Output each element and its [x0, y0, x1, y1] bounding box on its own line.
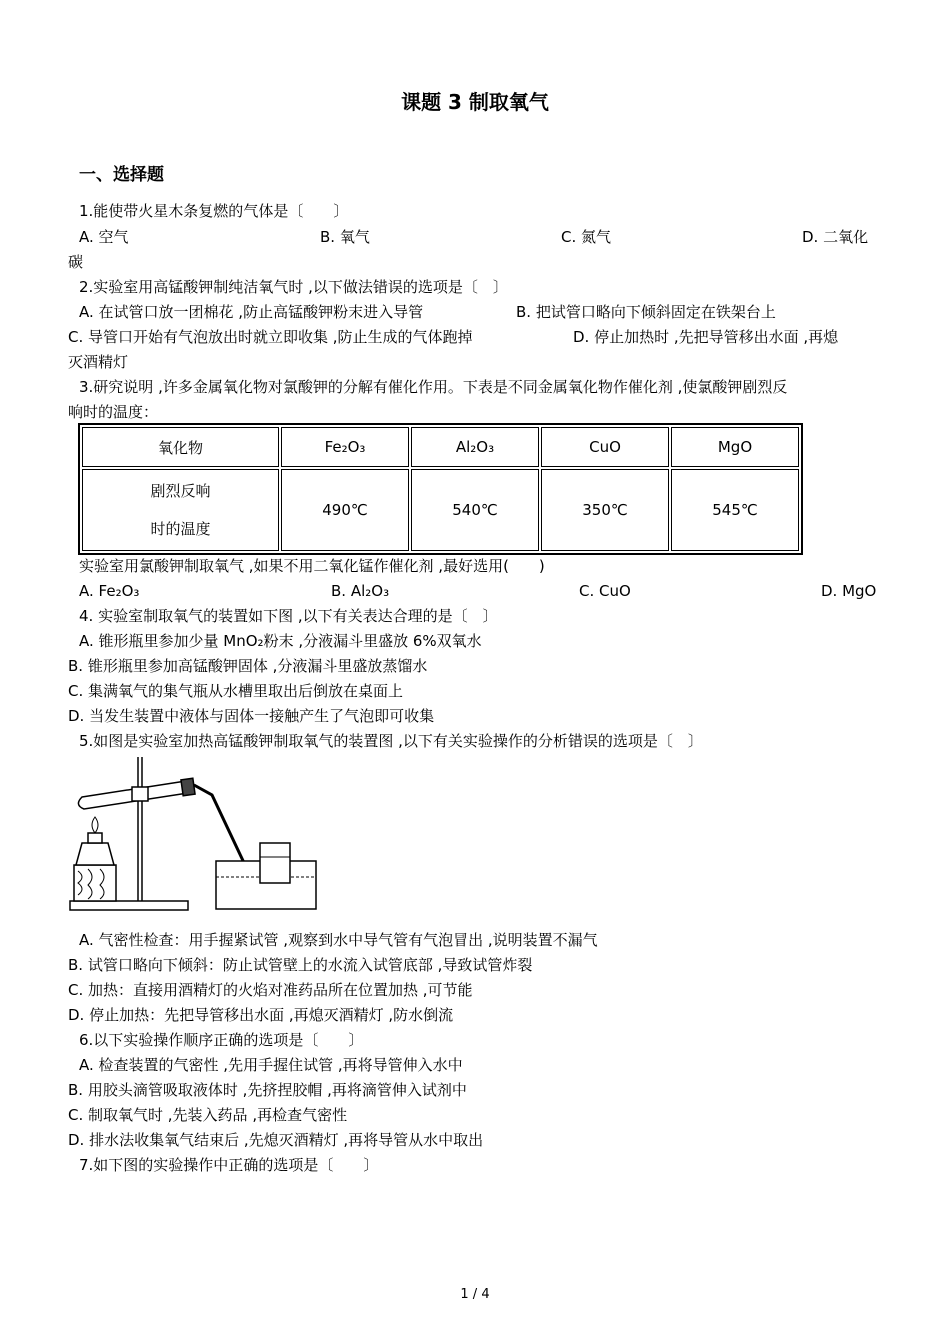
q3-option-b: B. Al₂O₃: [331, 582, 390, 600]
oxygen-apparatus-diagram: [66, 753, 326, 915]
q2-option-d-wrap: 灭酒精灯: [68, 353, 129, 371]
table-oxide-al2o3: Al₂O₃: [411, 427, 539, 467]
q1-option-d: D. 二氧化: [802, 228, 869, 246]
q4-option-a: A. 锥形瓶里参加少量 MnO₂粉末 ,分液漏斗里盛放 6%双氧水: [79, 632, 482, 650]
q7-stem: 7.如下图的实验操作中正确的选项是〔 〕: [79, 1156, 379, 1174]
q4-stem: 4. 实验室制取氧气的装置如下图 ,以下有关表达合理的是〔 〕: [79, 607, 498, 625]
table-temp-fe2o3: 490℃: [281, 469, 409, 551]
q2-stem: 2.实验室用高锰酸钾制纯洁氧气时 ,以下做法错误的选项是〔 〕: [79, 278, 508, 296]
q1-option-b: B. 氧气: [320, 228, 370, 246]
q6-option-c: C. 制取氧气时 ,先装入药品 ,再检查气密性: [68, 1106, 348, 1124]
table-temp-al2o3: 540℃: [411, 469, 539, 551]
page-title: 课题 3 制取氧气: [401, 90, 549, 114]
q5-option-d: D. 停止加热：先把导管移出水面 ,再熄灭酒精灯 ,防水倒流: [68, 1006, 454, 1024]
q1-stem: 1.能使带火星木条复燃的气体是〔 〕: [79, 202, 349, 220]
q6-option-b: B. 用胶头滴管吸取液体时 ,先挤捏胶帽 ,再将滴管伸入试剂中: [68, 1081, 467, 1099]
q6-option-d: D. 排水法收集氧气结束后 ,先熄灭酒精灯 ,再将导管从水中取出: [68, 1131, 484, 1149]
q4-option-b: B. 锥形瓶里参加高锰酸钾固体 ,分液漏斗里盛放蒸馏水: [68, 657, 428, 675]
q1-option-a: A. 空气: [79, 228, 129, 246]
q2-option-c: C. 导管口开始有气泡放出时就立即收集 ,防止生成的气体跑掉: [68, 328, 473, 346]
q3-option-a: A. Fe₂O₃: [79, 582, 140, 600]
table-oxide-fe2o3: Fe₂O₃: [281, 427, 409, 467]
q6-option-a: A. 检查装置的气密性 ,先用手握住试管 ,再将导管伸入水中: [79, 1056, 463, 1074]
q5-option-a: A. 气密性检查：用手握紧试管 ,观察到水中导气管有气泡冒出 ,说明装置不漏气: [79, 931, 598, 949]
table-row-label-line2: 时的温度: [150, 520, 211, 538]
q5-option-c: C. 加热：直接用酒精灯的火焰对准药品所在位置加热 ,可节能: [68, 981, 473, 999]
q4-option-d: D. 当发生装置中液体与固体一接触产生了气泡即可收集: [68, 707, 435, 725]
catalyst-temperature-table: [78, 423, 803, 555]
q2-option-d: D. 停止加热时 ,先把导管移出水面 ,再熄: [573, 328, 839, 346]
q1-option-c: C. 氮气: [561, 228, 612, 246]
q2-option-a: A. 在试管口放一团棉花 ,防止高锰酸钾粉末进入导管: [79, 303, 424, 321]
q1-option-d-wrap: 碳: [68, 253, 84, 271]
q2-option-b: B. 把试管口略向下倾斜固定在铁架台上: [516, 303, 776, 321]
q5-stem: 5.如图是实验室加热高锰酸钾制取氧气的装置图 ,以下有关实验操作的分析错误的选项是〔 〕: [79, 732, 703, 750]
q3-stem-line2: 响时的温度：: [68, 403, 159, 421]
table-oxide-cuo: CuO: [541, 427, 669, 467]
table-row-label: [82, 469, 279, 551]
q3-option-c: C. CuO: [579, 582, 631, 600]
q3-stem-line1: 3.研究说明 ,许多金属氧化物对氯酸钾的分解有催化作用。下表是不同金属氧化物作催化剂 ,使氯酸钾剧烈反: [79, 378, 788, 396]
table-row-label-line1: 剧烈反响: [150, 482, 211, 500]
table-temp-cuo: 350℃: [541, 469, 669, 551]
q3-stem-line3: 实验室用氯酸钾制取氧气 ,如果不用二氧化锰作催化剂 ,最好选用( ): [79, 557, 545, 575]
q3-option-d: D. MgO: [821, 582, 877, 600]
page-number: 1 / 4: [460, 1287, 490, 1302]
table-temp-mgo: 545℃: [671, 469, 799, 551]
q4-option-c: C. 集满氧气的集气瓶从水槽里取出后倒放在桌面上: [68, 682, 404, 700]
section-heading: 一、选择题: [79, 165, 164, 185]
q5-option-b: B. 试管口略向下倾斜：防止试管壁上的水流入试管底部 ,导致试管炸裂: [68, 956, 533, 974]
table-header-oxide: 氧化物: [82, 427, 279, 467]
table-oxide-mgo: MgO: [671, 427, 799, 467]
q6-stem: 6.以下实验操作顺序正确的选项是〔 〕: [79, 1031, 364, 1049]
